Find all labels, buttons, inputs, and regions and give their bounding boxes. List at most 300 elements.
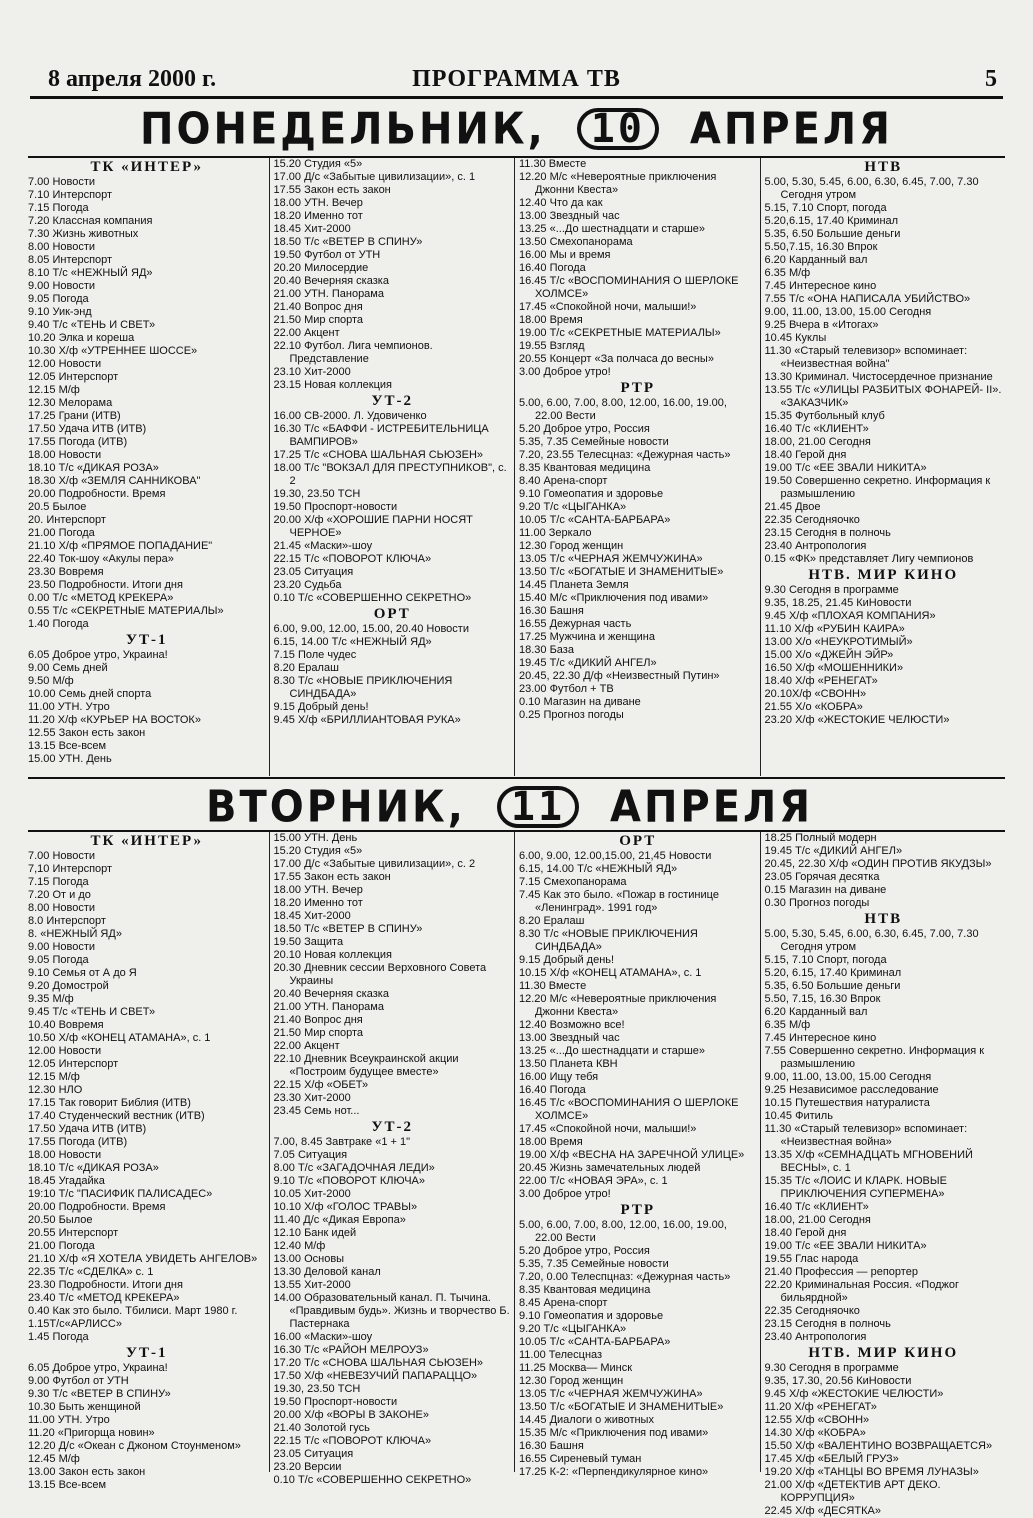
program-entry: 22.15 Т/с «ПОВОРОТ КЛЮЧА» xyxy=(273,1435,432,1447)
program-entry: 8.30 Т/с «НОВЫЕ ПРИКЛЮЧЕНИЯ СИНДБАДА» xyxy=(519,928,698,953)
program-entry: 8.35 Квантовая медицина xyxy=(519,1284,651,1296)
program-entry: 9.05 Погода xyxy=(28,954,89,966)
program-entry: 6.15, 14.00 Т/с «НЕЖНЫЙ ЯД» xyxy=(519,863,678,875)
page-number: 5 xyxy=(985,66,997,92)
program-entry: 22.10 Дневник Всеукраинской акции «Построим будущее вместе» xyxy=(273,1053,459,1078)
program-entry: 10.10 Х/ф «ГОЛОС ТРАВЫ» xyxy=(273,1201,418,1213)
program-entry: 18.40 Х/ф «РЕНЕГАТ» xyxy=(764,675,878,687)
program-entry: 9.30 Т/с «ВЕТЕР В СПИНУ» xyxy=(28,1388,171,1400)
program-entry: 16.45 Т/с «ВОСПОМИНАНИЯ О ШЕРЛОКЕ ХОЛМСЕ» xyxy=(519,1097,739,1122)
program-entry: 6.05 Доброе утро, Украина! xyxy=(28,1362,168,1374)
program-entry: 10.40 Вовремя xyxy=(28,1019,104,1031)
program-entry: 19.30, 23.50 ТСН xyxy=(273,1383,361,1395)
program-list xyxy=(274,1136,512,1487)
program-entry: 7.00 Новости xyxy=(28,176,96,188)
program-entry: 6.05 Доброе утро, Украина! xyxy=(28,649,168,661)
program-entry: 8.0 Интерспорт xyxy=(28,915,106,927)
program-entry: 13.00 Закон есть закон xyxy=(28,1466,146,1478)
program-entry: 23.20 Х/ф «ЖЕСТОКИЕ ЧЕЛЮСТИ» xyxy=(764,714,950,726)
program-entry: 9.20 Т/с «ЦЫГАНКА» xyxy=(519,1323,627,1335)
program-entry: 11.30 Вместе xyxy=(519,980,587,992)
program-entry: 21.10 Х/ф «ПРЯМОЕ ПОПАДАНИЕ" xyxy=(28,540,213,552)
program-list xyxy=(765,928,1003,1344)
program-list xyxy=(28,850,266,1344)
program-entry: 5.20 Доброе утро, Россия xyxy=(519,423,650,435)
program-entry: 16.30 Башня xyxy=(519,1440,584,1452)
program-entry: 20.45, 22.30 Д/ф «Неизвестный Путин» xyxy=(519,670,720,682)
program-entry: 22.15 Т/с «ПОВОРОТ КЛЮЧА» xyxy=(273,553,432,565)
program-entry: 16.00 «Маски»-шоу xyxy=(273,1331,373,1343)
program-entry: 21.50 Мир спорта xyxy=(273,1027,364,1039)
schedule-column xyxy=(760,158,1006,776)
program-entry: 13.05 Т/с «ЧЕРНАЯ ЖЕМЧУЖИНА» xyxy=(519,1388,703,1400)
program-entry: 0.30 Прогноз погоды xyxy=(764,897,870,909)
channel-heading: РТР xyxy=(620,1202,655,1218)
program-entry: 10.05 Хит-2000 xyxy=(273,1188,351,1200)
program-entry: 7.00, 8.45 Завтраке «1 + 1" xyxy=(273,1136,411,1148)
program-entry: 13.15 Все-всем xyxy=(28,1479,107,1491)
program-entry: 23.20 Судьба xyxy=(273,579,342,591)
program-entry: 21.40 Вопрос дня xyxy=(273,301,363,313)
program-entry: 23.50 Подробности. Итоги дня xyxy=(28,579,183,591)
program-entry: 5.00, 6.00, 7.00, 8.00, 12.00, 16.00, 19.00, 22.00 Вести xyxy=(519,1219,727,1244)
channel-heading: УТ-1 xyxy=(125,632,168,648)
program-entry: 21.40 Золотой гусь xyxy=(273,1422,370,1434)
program-entry: 10.00 Семь дней спорта xyxy=(28,688,152,700)
program-entry: 9.00 Семь дней xyxy=(28,662,108,674)
program-entry: 7.20 От и до xyxy=(28,889,91,901)
program-entry: 8. «НЕЖНЫЙ ЯД» xyxy=(28,928,122,940)
program-entry: 11.40 Д/с «Дикая Европа» xyxy=(273,1214,406,1226)
program-entry: 9.35, 17.30, 20.56 КиНовости xyxy=(764,1375,912,1387)
program-entry: 5.00, 5.30, 5.45, 6.00, 6.30, 6.45, 7.00, 7.30 Сегодня утром xyxy=(764,928,979,953)
month-name: АПРЕЛЯ xyxy=(609,781,814,833)
program-entry: 5.35, 7.35 Семейные новости xyxy=(519,1258,669,1270)
program-entry: 13.35 Х/ф «СЕМНАДЦАТЬ МГНОВЕНИЙ ВЕСНЫ», с. 1 xyxy=(764,1149,973,1174)
program-entry: 18.50 Т/с «ВЕТЕР В СПИНУ» xyxy=(273,923,423,935)
program-entry: 15.20 Студия «5» xyxy=(273,158,363,170)
program-entry: 9.40 Т/с «ТЕНЬ И СВЕТ» xyxy=(28,319,156,331)
schedule-column xyxy=(269,158,515,776)
program-entry: 20. Интерспорт xyxy=(28,514,106,526)
program-entry: 20.00 Подробности. Время xyxy=(28,488,166,500)
program-entry: 18.45 Хит-2000 xyxy=(273,910,351,922)
program-entry: 13.25 «...До шестнадцати и старше» xyxy=(519,223,706,235)
schedule-column xyxy=(28,158,269,776)
program-entry: 9.20 Домострой xyxy=(28,980,109,992)
channel-heading: ОРТ xyxy=(373,606,411,622)
program-entry: 8.30 Т/с «НОВЫЕ ПРИКЛЮЧЕНИЯ СИНДБАДА» xyxy=(273,675,453,700)
program-entry: 8.00 Новости xyxy=(28,241,96,253)
program-entry: 17.00 Д/с «Забытые цивилизации», с. 1 xyxy=(273,171,476,183)
program-entry: 9.00 Новости xyxy=(28,941,96,953)
program-entry: 15.50 Х/ф «ВАЛЕНТИНО ВОЗВРАЩАЕТСЯ» xyxy=(764,1440,993,1452)
program-entry: 8.35 Квантовая медицина xyxy=(519,462,651,474)
program-entry: 12.55 Х/ф «СВОНН» xyxy=(764,1414,870,1426)
program-entry: 11.00 УТН. Утро xyxy=(28,1414,110,1426)
program-entry: 11.20 Х/ф «КУРЬЕР НА ВОСТОК» xyxy=(28,714,201,726)
program-entry: 17.45 «Спокойной ночи, малыши!» xyxy=(519,1123,697,1135)
program-entry: 9.00, 11.00, 13.00, 15.00 Сегодня xyxy=(764,1071,932,1083)
program-entry: 0.10 Магазин на диване xyxy=(519,696,641,708)
program-entry: 23.40 Антропология xyxy=(764,540,867,552)
program-entry: 7.30 Жизнь животных xyxy=(28,228,139,240)
program-entry: 7.45 Интересное кино xyxy=(764,280,877,292)
program-entry: 15.35 М/с «Приключения под ивами» xyxy=(519,1427,709,1439)
program-entry: 17.50 Х/ф «НЕВЕЗУЧИЙ ПАПАРАЦЦО» xyxy=(273,1370,478,1382)
program-entry: 18.00 УТН. Вечер xyxy=(273,884,363,896)
program-entry: 23.05 Горячая десятка xyxy=(764,871,880,883)
program-list xyxy=(274,158,512,392)
program-entry: 15.00 Х/о «ДЖЕЙН ЭЙР» xyxy=(764,649,894,661)
program-entry: 21.40 Вопрос дня xyxy=(273,1014,363,1026)
program-list xyxy=(274,832,512,1118)
program-entry: 9.10 Уик-энд xyxy=(28,306,92,318)
program-entry: 12.40 Что да как xyxy=(519,197,603,209)
month-name: АПРЕЛЯ xyxy=(689,103,893,155)
program-entry: 13.50 Планета КВН xyxy=(519,1058,618,1070)
program-entry: 8.20 Ералаш xyxy=(273,662,339,674)
program-entry: 9.50 М/ф xyxy=(28,675,74,687)
page-title: ПРОГРАММА ТВ xyxy=(412,66,621,92)
program-entry: 13.55 Т/с «УЛИЦЫ РАЗБИТЫХ ФОНАРЕЙ- II». «ЗАКАЗЧИК» xyxy=(764,384,1002,409)
program-entry: 5.35, 7.35 Семейные новости xyxy=(519,436,669,448)
program-entry: 20.40 Вечерняя сказка xyxy=(273,275,389,287)
program-entry: 16.50 Х/ф «МОШЕННИКИ» xyxy=(764,662,904,674)
program-entry: 19.00 Т/с «ЕЕ ЗВАЛИ НИКИТА» xyxy=(764,1240,927,1252)
channel-heading: ОРТ xyxy=(619,833,657,849)
program-entry: 23.15 Сегодня в полночь xyxy=(764,1318,891,1330)
program-entry: 5.35, 6.50 Большие деньги xyxy=(764,228,901,240)
program-entry: 5.35, 6.50 Большие деньги xyxy=(764,980,901,992)
program-entry: 18.45 Угадайка xyxy=(28,1175,105,1187)
program-entry: 12.40 М/ф xyxy=(273,1240,326,1252)
program-entry: 11.20 «Пригорща новин» xyxy=(28,1427,155,1439)
program-entry: 11.00 Телесцназ xyxy=(519,1349,603,1361)
program-entry: 14.30 Х/ф «КОБРА» xyxy=(764,1427,866,1439)
program-entry: 21.00 УТН. Панорама xyxy=(273,288,384,300)
program-entry: 10.50 Х/ф «КОНЕЦ АТАМАНА», с. 1 xyxy=(28,1032,211,1044)
channel-heading: НТВ xyxy=(864,159,903,175)
program-entry: 22.20 Криминальная Россия. «Поджог бильярдной» xyxy=(764,1279,959,1304)
program-entry: 12.30 НЛО xyxy=(28,1084,83,1096)
program-entry: 6.15, 14.00 Т/с «НЕЖНЫЙ ЯД» xyxy=(273,636,432,648)
program-entry: 7,10 Интерспорт xyxy=(28,863,113,875)
program-entry: 23.30 Хит-2000 xyxy=(273,1092,351,1104)
program-entry: 23.00 Футбол + ТВ xyxy=(519,683,614,695)
program-entry: 19.45 Т/с «ДИКИЙ АНГЕЛ» xyxy=(519,657,657,669)
schedule-section-tuesday xyxy=(28,832,1005,1517)
day-name: ВТОРНИК, xyxy=(206,781,466,833)
program-entry: 9.35 М/ф xyxy=(28,993,74,1005)
program-entry: 12.20 М/с «Невероятные приключения Джонни Квеста» xyxy=(519,171,717,196)
day-banner-monday xyxy=(30,103,1003,155)
program-entry: 15.00 УТН. День xyxy=(28,753,112,765)
program-entry: 19.50 Защита xyxy=(273,936,344,948)
program-list xyxy=(274,410,512,605)
program-entry: 5.50, 7.15, 16.30 Впрок xyxy=(764,993,881,1005)
program-entry: 20.10Х/ф «СВОНН» xyxy=(764,688,867,700)
program-entry: 9.25 Независимое расследование xyxy=(764,1084,939,1096)
program-entry: 5.15, 7.10 Спорт, погода xyxy=(764,954,887,966)
channel-heading: НТВ xyxy=(864,911,903,927)
channel-heading: ТК «ИНТЕР» xyxy=(90,833,203,849)
issue-date: 8 апреля 2000 г. xyxy=(48,66,217,92)
program-entry: 17.25 К-2: «Перпендикулярное кино» xyxy=(519,1466,709,1478)
program-entry: 18.00 УТН. Вечер xyxy=(273,197,363,209)
program-entry: 16.00 Ищу тебя xyxy=(519,1071,599,1083)
program-entry: 5.20,6.15, 17.40 Криминал xyxy=(764,215,899,227)
program-entry: 17.20 Т/с «СНОВА ШАЛЬНАЯ СЬЮЗЕН» xyxy=(273,1357,484,1369)
program-entry: 12.05 Интерспорт xyxy=(28,371,119,383)
program-entry: 12.20 М/с «Невероятные приключения Джонни Квеста» xyxy=(519,993,717,1018)
program-entry: 22.00 Акцент xyxy=(273,1040,340,1052)
program-entry: 20.55 Интерспорт xyxy=(28,1227,119,1239)
day-name: ПОНЕДЕЛЬНИК, xyxy=(140,103,546,155)
program-entry: 22.10 Футбол. Лига чемпионов. Представление xyxy=(273,340,433,365)
program-entry: 1.15Т/с«АРЛИСС» xyxy=(28,1318,122,1330)
program-entry: 12.55 Закон есть закон xyxy=(28,727,146,739)
program-entry: 20.00 Подробности. Время xyxy=(28,1201,166,1213)
divider xyxy=(28,777,1005,779)
program-entry: 12.15 М/ф xyxy=(28,1071,80,1083)
program-entry: 9.00 Новости xyxy=(28,280,96,292)
program-entry: 11.00 Зеркало xyxy=(519,527,592,539)
program-entry: 7.15 Поле чудес xyxy=(273,649,357,661)
program-entry: 16.40 Т/с «КЛИЕНТ» xyxy=(764,423,869,435)
program-entry: 20.50 Былое xyxy=(28,1214,93,1226)
program-entry: 23.40 Антропология xyxy=(764,1331,867,1343)
program-entry: 5.00, 5.30, 5.45, 6.00, 6.30, 6.45, 7.00, 7.30 Сегодня утром xyxy=(764,176,979,201)
program-entry: 17.25 Грани (ИТВ) xyxy=(28,410,121,422)
program-entry: 16.30 Башня xyxy=(519,605,584,617)
program-entry: 9.05 Погода xyxy=(28,293,89,305)
program-entry: 20.5 Былое xyxy=(28,501,87,513)
program-entry: 7.15 Погода xyxy=(28,202,89,214)
schedule-column xyxy=(269,832,515,1486)
day-number: 11 xyxy=(497,786,579,828)
program-entry: 9.00 Футбол от УТН xyxy=(28,1375,129,1387)
program-entry: 18.25 Полный модерн xyxy=(764,832,877,844)
program-entry: 0.15 «ФК» представляет Лигу чемпионов xyxy=(764,553,974,565)
program-entry: 18.00 Новости xyxy=(28,449,102,461)
program-entry: 20.20 Милосердие xyxy=(273,262,369,274)
day-number: 10 xyxy=(577,108,659,150)
program-entry: 15.40 М/с «Приключения под ивами» xyxy=(519,592,709,604)
program-entry: 17.50 Удача ИТВ (ИТВ) xyxy=(28,423,147,435)
program-list xyxy=(765,176,1003,566)
program-entry: 7.45 Как это было. «Пожар в гостинице «Ленинград». 1991 год» xyxy=(519,889,719,914)
program-entry: 0.15 Магазин на диване xyxy=(764,884,887,896)
program-entry: 13.00 Звездный час xyxy=(519,210,620,222)
program-entry: 19.50 Проспорт-новости xyxy=(273,501,398,513)
program-entry: 23.45 Семь нот... xyxy=(273,1105,360,1117)
program-entry: 5.15, 7.10 Спорт, погода xyxy=(764,202,887,214)
program-entry: 12.30 Город женщин xyxy=(519,540,624,552)
program-entry: 9.15 Добрый день! xyxy=(273,701,369,713)
program-entry: 11.20 Х/ф «РЕНЕГАТ» xyxy=(764,1401,877,1413)
program-entry: 11.30 «Старый телевизор» вспоминает: «Неизвестная война» xyxy=(764,1123,968,1148)
program-entry: 8.05 Интерспорт xyxy=(28,254,113,266)
program-entry: 12.20 Д/с «Океан с Джоном Стоунменом» xyxy=(28,1440,241,1452)
program-entry: 13.30 Криминал. Чистосердечное признание xyxy=(764,371,993,383)
program-entry: 1.40 Погода xyxy=(28,618,89,630)
program-entry: 21.00 Погода xyxy=(28,1240,95,1252)
program-entry: 19.45 Т/с «ДИКИЙ АНГЕЛ» xyxy=(764,845,903,857)
program-entry: 6.20 Карданный вал xyxy=(764,1006,868,1018)
program-entry: 7.20 Классная компания xyxy=(28,215,153,227)
program-entry: 18.00 Время xyxy=(519,1136,583,1148)
program-entry: 0.10 Т/с «СОВЕРШЕННО СЕКРЕТНО» xyxy=(273,1474,472,1486)
program-entry: 3.00 Доброе утро! xyxy=(519,366,611,378)
program-entry: 21.10 Х/ф «Я ХОТЕЛА УВИДЕТЬ АНГЕЛОВ» xyxy=(28,1253,258,1265)
program-entry: 12.40 Возможно все! xyxy=(519,1019,625,1031)
program-entry: 23.30 Подробности. Итоги дня xyxy=(28,1279,183,1291)
program-entry: 18.30 База xyxy=(519,644,574,656)
program-entry: 7.15 Погода xyxy=(28,876,89,888)
program-entry: 19.00 Х/ф «ВЕСНА НА ЗАРЕЧНОЙ УЛИЦЕ» xyxy=(519,1149,745,1161)
program-list xyxy=(765,584,1003,727)
program-list xyxy=(519,1219,757,1479)
program-entry: 11.00 УТН. Утро xyxy=(28,701,110,713)
channel-heading: РТР xyxy=(620,380,655,396)
program-entry: 13.15 Все-всем xyxy=(28,740,107,752)
program-entry: 22.00 Акцент xyxy=(273,327,340,339)
program-entry: 8.40 Арена-спорт xyxy=(519,475,608,487)
program-entry: 19.00 Т/с «ЕЕ ЗВАЛИ НИКИТА» xyxy=(764,462,927,474)
channel-heading: УТ-2 xyxy=(371,1119,413,1135)
program-entry: 12.45 М/ф xyxy=(28,1453,80,1465)
program-list xyxy=(274,623,512,727)
program-entry: 22.45 Х/ф «ДЕСЯТКА» xyxy=(764,1505,881,1517)
program-entry: 10.30 Х/ф «УТРЕННЕЕ ШОССЕ» xyxy=(28,345,198,357)
program-entry: 10.05 Т/с «САНТА-БАРБАРА» xyxy=(519,1336,671,1348)
program-list xyxy=(519,158,757,379)
program-entry: 11.10 Х/ф «РУБИН КАИРА» xyxy=(764,623,905,635)
program-list xyxy=(28,176,266,631)
program-entry: 23.10 Хит-2000 xyxy=(273,366,351,378)
program-entry: 17.55 Закон есть закон xyxy=(273,184,391,196)
program-entry: 5.00, 6.00, 7.00, 8.00, 12.00, 16.00, 19.00, 22.00 Вести xyxy=(519,397,727,422)
program-entry: 17.25 Мужчина и женщина xyxy=(519,631,655,643)
program-entry: 19.00 Т/с «СЕКРЕТНЫЕ МАТЕРИАЛЫ» xyxy=(519,327,721,339)
program-entry: 23.15 Новая коллекция xyxy=(273,379,392,391)
program-entry: 11.30 «Старый телевизор» вспоминает: «Неизвестная война" xyxy=(764,345,968,370)
program-entry: 23.40 Т/с «МЕТОД КРЕКЕРА» xyxy=(28,1292,180,1304)
program-entry: 0.00 Т/с «МЕТОД КРЕКЕРА» xyxy=(28,592,174,604)
program-entry: 10.05 Т/с «САНТА-БАРБАРА» xyxy=(519,514,671,526)
program-entry: 19.55 Взгляд xyxy=(519,340,585,352)
program-entry: 16.55 Сиреневый туман xyxy=(519,1453,642,1465)
program-entry: 21.45 Двое xyxy=(764,501,821,513)
program-entry: 0.55 Т/с «СЕКРЕТНЫЕ МАТЕРИАЛЫ» xyxy=(28,605,224,617)
program-entry: 7.15 Смехопанорама xyxy=(519,876,627,888)
program-entry: 19:10 Т/с "ПАСИФИК ПАЛИСАДЕС» xyxy=(28,1188,213,1200)
program-entry: 17.50 Удача ИТВ (ИТВ) xyxy=(28,1123,147,1135)
program-entry: 13.00 Основы xyxy=(273,1253,345,1265)
program-entry: 20.00 Х/ф «ВОРЫ В ЗАКОНЕ» xyxy=(273,1409,429,1421)
program-entry: 21.00 Погода xyxy=(28,527,95,539)
program-entry: 19.20 Х/ф «ТАНЦЫ ВО ВРЕМЯ ЛУНАЗЫ» xyxy=(764,1466,979,1478)
program-entry: 9.45 Х/ф «ЖЕСТОКИЕ ЧЕЛЮСТИ» xyxy=(764,1388,944,1400)
program-entry: 21.45 «Маски»-шоу xyxy=(273,540,373,552)
program-entry: 15.35 Футбольный клуб xyxy=(764,410,885,422)
program-entry: 7.20, 0.00 Телеспцназ: «Дежурная часть» xyxy=(519,1271,731,1283)
program-entry: 14.45 Планета Земля xyxy=(519,579,629,591)
program-entry: 9.10 Т/с «ПОВОРОТ КЛЮЧА» xyxy=(273,1175,425,1187)
program-entry: 17.45 «Спокойной ночи, малыши!» xyxy=(519,301,697,313)
program-entry: 18.40 Герой дня xyxy=(764,449,847,461)
day-banner-tuesday xyxy=(30,781,1003,833)
program-entry: 21.50 Мир спорта xyxy=(273,314,364,326)
program-entry: 21.00 Х/ф «ДЕТЕКТИВ АРТ ДЕКО. КОРРУПЦИЯ» xyxy=(764,1479,941,1504)
program-entry: 12.15 М/ф xyxy=(28,384,80,396)
channel-heading: УТ-2 xyxy=(371,393,413,409)
program-entry: 9.35, 18.25, 21.45 КиНовости xyxy=(764,597,912,609)
program-list xyxy=(28,1362,266,1492)
program-entry: 21.00 УТН. Панорама xyxy=(273,1001,384,1013)
program-entry: 9.45 Т/с «ТЕНЬ И СВЕТ» xyxy=(28,1006,156,1018)
schedule-section-monday xyxy=(28,158,1005,776)
program-list xyxy=(519,397,757,722)
program-entry: 19.50 Футбол от УТН xyxy=(273,249,381,261)
program-entry: 18.10 Т/с «ДИКАЯ РОЗА» xyxy=(28,1162,159,1174)
program-entry: 18.50 Т/с «ВЕТЕР В СПИНУ» xyxy=(273,236,423,248)
program-entry: 16.00 СВ-2000. Л. Удовиченко xyxy=(273,410,427,422)
program-list xyxy=(519,850,757,1201)
program-entry: 16.40 Погода xyxy=(519,1084,586,1096)
program-entry: 13.55 Хит-2000 xyxy=(273,1279,351,1291)
schedule-column xyxy=(28,832,269,1491)
program-entry: 22.35 Т/с «СДЕЛКА» с. 1 xyxy=(28,1266,154,1278)
program-entry: 18.40 Герой дня xyxy=(764,1227,847,1239)
program-entry: 10.30 Быть женщиной xyxy=(28,1401,141,1413)
program-entry: 18.20 Именно тот xyxy=(273,210,363,222)
program-entry: 18.00, 21.00 Сегодня xyxy=(764,436,871,448)
program-entry: 9.30 Сегодня в программе xyxy=(764,584,899,596)
program-entry: 7.55 Т/с «ОНА НАПИСАЛА УБИЙСТВО» xyxy=(764,293,971,305)
program-entry: 9.00, 11.00, 13.00, 15.00 Сегодня xyxy=(764,306,932,318)
program-entry: 22.35 Сегодняочко xyxy=(764,1305,860,1317)
program-entry: 23.20 Версии xyxy=(273,1461,342,1473)
page-header xyxy=(30,62,1003,99)
program-entry: 13.00 Звездный час xyxy=(519,1032,620,1044)
program-entry: 20.40 Вечерняя сказка xyxy=(273,988,389,1000)
program-entry: 0.25 Прогноз погоды xyxy=(519,709,624,721)
program-entry: 18.00 Время xyxy=(519,314,583,326)
program-entry: 18.00, 21.00 Сегодня xyxy=(764,1214,871,1226)
program-entry: 22.15 Х/ф «ОБЕТ» xyxy=(273,1079,369,1091)
schedule-column xyxy=(760,832,1006,1517)
schedule-column xyxy=(514,832,760,1478)
channel-heading: НТВ. МИР КИНО xyxy=(808,1345,959,1361)
program-entry: 18.45 Хит-2000 xyxy=(273,223,351,235)
program-entry: 22.00 Т/с «НОВАЯ ЭРА», с. 1 xyxy=(519,1175,668,1187)
program-entry: 9.10 Гомеопатия и здоровье xyxy=(519,488,664,500)
program-entry: 3.00 Доброе утро! xyxy=(519,1188,611,1200)
program-entry: 12.30 Мелорама xyxy=(28,397,113,409)
program-list xyxy=(765,1362,1003,1518)
program-entry: 10.15 Х/ф «КОНЕЦ АТАМАНА», с. 1 xyxy=(519,967,702,979)
program-entry: 17.00 Д/с «Забытые цивилизации», с. 2 xyxy=(273,858,476,870)
program-entry: 5.20 Доброе утро, Россия xyxy=(519,1245,650,1257)
program-entry: 7.00 Новости xyxy=(28,850,96,862)
program-entry: 0.10 Т/с «СОВЕРШЕННО СЕКРЕТНО» xyxy=(273,592,472,604)
program-entry: 19.55 Глас народа xyxy=(764,1253,859,1265)
program-entry: 9.30 Сегодня в программе xyxy=(764,1362,899,1374)
program-entry: 17.45 Х/ф «БЕЛЫЙ ГРУЗ» xyxy=(764,1453,899,1465)
program-entry: 23.30 Вовремя xyxy=(28,566,104,578)
